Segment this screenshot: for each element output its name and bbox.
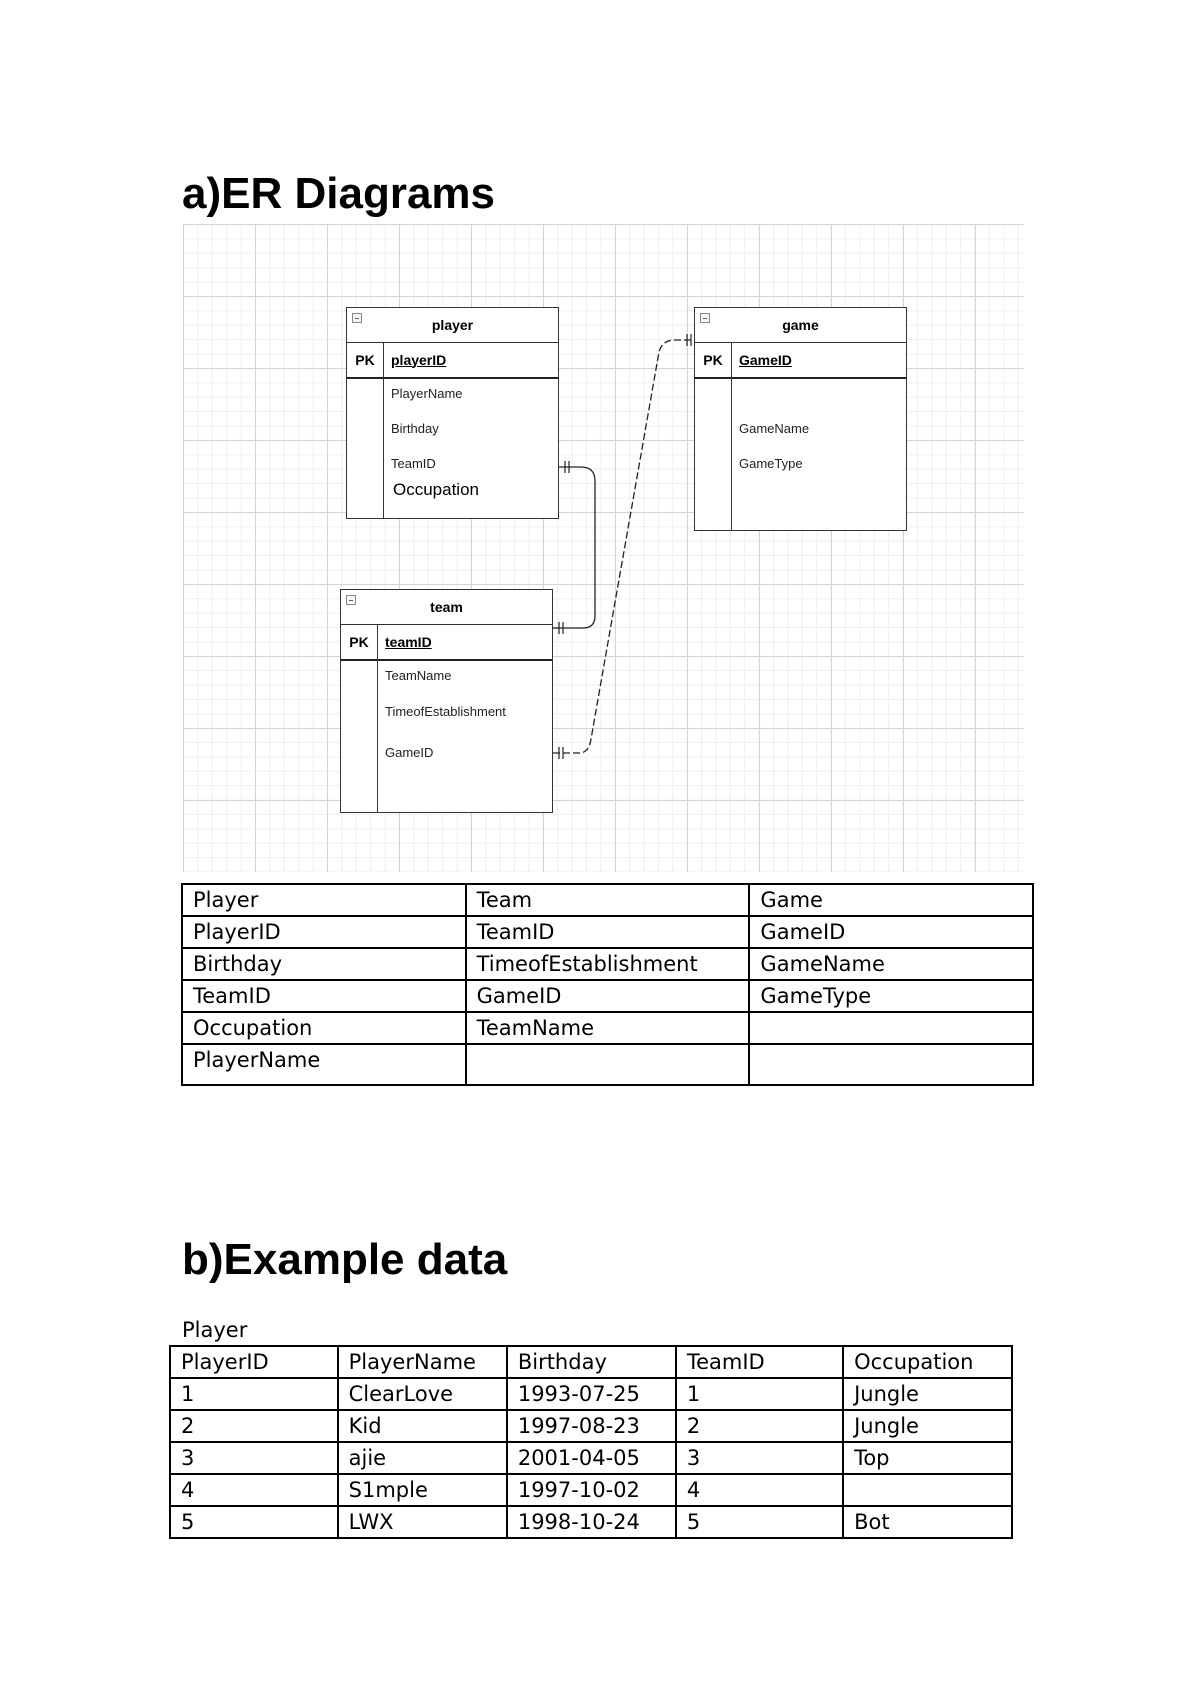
table-cell [843,1474,1012,1506]
table-cell: 3 [170,1442,338,1474]
player-data-table [169,1345,1013,1539]
table-cell: 2001-04-05 [507,1442,676,1474]
table-row [170,1442,1012,1474]
attribute: PlayerName [391,386,463,401]
table-row [170,1378,1012,1410]
attribute: Occupation [393,480,479,499]
table-cell: GameID [749,916,1033,948]
table-cell: TeamName [466,1012,750,1044]
section-b-title: b)Example data [182,1235,508,1284]
table-cell: ClearLove [338,1378,507,1410]
attribute: GameID [385,745,434,760]
table-cell: 1997-10-02 [507,1474,676,1506]
table-cell: 2 [170,1410,338,1442]
table-cell: 2 [676,1410,843,1442]
column-header: Birthday [507,1346,676,1378]
primary-key-name: GameID [739,351,792,368]
pk-label: PK [703,351,723,368]
table-cell: Kid [338,1410,507,1442]
attribute: GameType [739,456,803,471]
table-cell [466,1044,750,1085]
table-cell: Bot [843,1506,1012,1538]
primary-key-row [695,342,906,379]
table-cell: 5 [170,1506,338,1538]
section-a-title: a)ER Diagrams [182,169,496,218]
table-cell: 1993-07-25 [507,1378,676,1410]
entity-title: player [431,317,474,333]
table-cell: Game [749,884,1033,916]
table-cell: TimeofEstablishment [466,948,750,980]
primary-key-row [341,624,552,661]
table-cell: GameID [466,980,750,1012]
attribute: Birthday [391,421,439,436]
table-cell: GameType [749,980,1033,1012]
table-cell: 4 [676,1474,843,1506]
entity-title: game [782,317,819,333]
column-header: TeamID [676,1346,843,1378]
column-header: Occupation [843,1346,1012,1378]
table-row [182,980,1033,1012]
attribute: TimeofEstablishment [385,704,506,719]
table-row [170,1474,1012,1506]
table-cell: PlayerID [182,916,466,948]
entity-title: team [430,599,463,615]
table-cell: PlayerName [182,1044,466,1085]
table-cell: S1mple [338,1474,507,1506]
table-row [170,1410,1012,1442]
table-row [182,948,1033,980]
collapse-icon[interactable] [346,595,356,605]
table-row [182,1044,1033,1085]
table-cell: LWX [338,1506,507,1538]
er-diagram [183,224,1024,872]
table-cell: 1998-10-24 [507,1506,676,1538]
table-cell: 5 [676,1506,843,1538]
table-cell: TeamID [182,980,466,1012]
table-cell: Occupation [182,1012,466,1044]
table-row [182,884,1033,916]
primary-key-row [347,342,558,379]
table-cell: 1 [676,1378,843,1410]
table-row [182,1012,1033,1044]
collapse-icon[interactable] [352,313,362,323]
table-cell: Team [466,884,750,916]
table-row [182,916,1033,948]
table-cell: Top [843,1442,1012,1474]
table-header-row [170,1346,1012,1378]
table-cell: 1997-08-23 [507,1410,676,1442]
relationship-player-team [553,467,595,628]
relationship-team-game [553,340,697,753]
schema-table [181,883,1034,1086]
entity-game [694,307,907,531]
column-header: PlayerName [338,1346,507,1378]
table-cell: 4 [170,1474,338,1506]
column-header: PlayerID [170,1346,338,1378]
table-cell: GameName [749,948,1033,980]
collapse-icon[interactable] [700,313,710,323]
table-cell: TeamID [466,916,750,948]
primary-key-name: playerID [391,351,447,368]
table-cell [749,1012,1033,1044]
attribute: TeamID [391,456,436,471]
table-cell: 1 [170,1378,338,1410]
table-cell: Jungle [843,1410,1012,1442]
attribute: GameName [739,421,810,436]
table-cell [749,1044,1033,1085]
primary-key-name: teamID [385,633,432,650]
entity-team [340,589,553,813]
table-cell: Player [182,884,466,916]
table-row [170,1506,1012,1538]
pk-label: PK [349,633,369,650]
table-cell: ajie [338,1442,507,1474]
entity-player [346,307,559,519]
attribute: TeamName [385,668,452,683]
pk-label: PK [355,351,375,368]
table-cell: Jungle [843,1378,1012,1410]
table-cell: 3 [676,1442,843,1474]
table-cell: Birthday [182,948,466,980]
table-caption: Player [182,1318,248,1342]
